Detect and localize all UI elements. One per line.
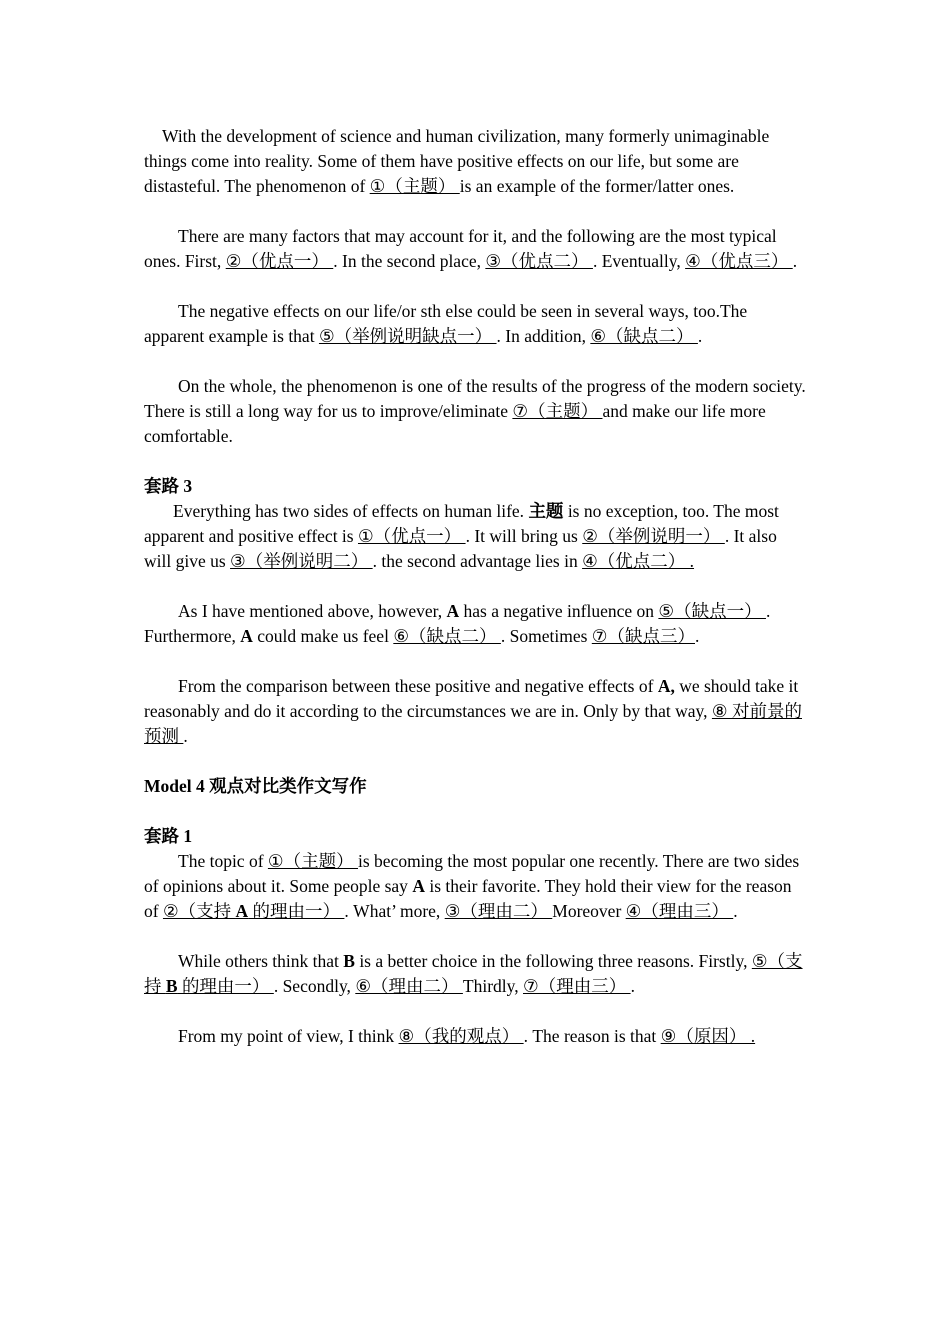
text-run: is a better choice in the following three reasons. Firstly, (354, 951, 752, 971)
blank-advantage-1: ①（优点一） (357, 526, 466, 546)
blank-reason-a-1 (163, 901, 344, 921)
text-run: . In the second place, (333, 251, 486, 271)
document-page (144, 124, 808, 1049)
text-run: . (695, 626, 700, 646)
text-run: From the comparison between these positive and negative effects of (178, 676, 658, 696)
text-run: and make our life more comfortable. (144, 401, 766, 446)
blank-reason-2: ⑥（理由二） (355, 976, 463, 996)
blank-reason: ⑨（原因） . (660, 1026, 756, 1046)
blank-disadvantage-3: ⑦（缺点三） (591, 626, 695, 646)
text-run: . Secondly, (273, 976, 356, 996)
blank-disadvantage-2: ⑥（缺点二） (590, 326, 698, 346)
bold-term: B (343, 951, 355, 971)
text-run: Everything has two sides of effects on human life. (173, 501, 529, 521)
text-run: ⑤（支持 (144, 951, 803, 996)
two-sides-paragraph (144, 499, 808, 574)
blank-disadvantage-2: ⑥（缺点二） (393, 626, 501, 646)
text-run: While others think that (178, 951, 344, 971)
comparison-paragraph (144, 674, 808, 749)
blank-disadvantage-1: ⑤（举例说明缺点一） (318, 326, 497, 346)
advantages-paragraph (144, 224, 808, 274)
bold-term: 主题 (528, 501, 564, 521)
blank-topic: ①（主题） (267, 851, 358, 871)
text-run: From my point of view, I think (178, 1026, 399, 1046)
other-opinion-paragraph (144, 949, 808, 999)
blank-reason-3: ⑦（理由三） (523, 976, 631, 996)
conclusion-paragraph (144, 374, 808, 449)
text-run: The negative effects on our life/or sth else could be seen in several ways, too.The apparent example is that (144, 301, 748, 346)
text-run: . (792, 251, 798, 271)
topic-opinions-paragraph (144, 849, 808, 924)
section-heading-model-4: Model 4 观点对比类作文写作 (144, 776, 367, 796)
text-run: 的理由一） (177, 976, 274, 996)
blank-topic: ⑦（主题） (512, 401, 603, 421)
text-run: 的理由一） (248, 901, 345, 921)
bold-term: A (412, 876, 425, 896)
blank-example-1: ②（举例说明一） (582, 526, 725, 546)
text-run: Moreover (552, 901, 626, 921)
text-run: is becoming the most popular one recently. There are two sides of opinions about it. Some people say (144, 851, 800, 896)
text-run: . In addition, (496, 326, 591, 346)
text-run: is no exception, too. The most apparent and positive effect is (144, 501, 779, 546)
negative-effects-paragraph (144, 299, 808, 349)
blank-example-2: ③（举例说明二） (230, 551, 373, 571)
bold-term: A, (657, 676, 675, 696)
my-view-paragraph (144, 1024, 808, 1049)
blank-prospect: ⑧ 对前景的预测 (144, 701, 802, 746)
text-run: is their favorite. They hold their view for the reason of (144, 876, 792, 921)
text-run: The topic of (178, 851, 268, 871)
bold-term: B (165, 976, 178, 996)
text-run: . The reason is that (523, 1026, 661, 1046)
text-run: . (697, 326, 703, 346)
text-run: On the whole, the phenomenon is one of the results of the progress of the modern society. There is still a long way for us to improve/eliminate (144, 376, 806, 421)
text-run: . It also will give us (144, 526, 777, 571)
blank-my-opinion: ⑧（我的观点） (398, 1026, 524, 1046)
text-run: . What’ more, (344, 901, 445, 921)
text-run: we should take it reasonably and do it according to the circumstances we are in. Only by that way, (144, 676, 799, 721)
section-heading-taolu-3: 套路 3 (144, 476, 193, 496)
negative-influence-paragraph (144, 599, 808, 649)
text-run: . Sometimes (500, 626, 592, 646)
blank-advantage-2: ③（优点二） (485, 251, 593, 271)
text-run: . (183, 726, 188, 746)
blank-advantage-2: ④（优点二） . (582, 551, 695, 571)
text-run: is an example of the former/latter ones. (459, 176, 735, 196)
text-run: As I have mentioned above, however, (178, 601, 447, 621)
text-run: . (630, 976, 635, 996)
text-run: . It will bring us (465, 526, 583, 546)
intro-paragraph (144, 124, 808, 199)
text-run: Thirdly, (462, 976, 523, 996)
bold-term: A (235, 901, 249, 921)
text-run: ②（支持 (162, 901, 236, 921)
blank-advantage-1: ②（优点一） (225, 251, 334, 271)
blank-disadvantage-1: ⑤（缺点一） (658, 601, 766, 621)
text-run: could make us feel (252, 626, 394, 646)
text-run: has a negative influence on (459, 601, 659, 621)
blank-advantage-3: ④（优点三） (685, 251, 793, 271)
text-run: With the development of science and human civilization, many formerly unimaginable things come into reality. Some of them have positive effects on our life, but some are distasteful. The phenomenon of (144, 126, 770, 196)
text-run: . the second advantage lies in (372, 551, 583, 571)
text-run: . (733, 901, 738, 921)
blank-topic: ①（主题） (369, 176, 460, 196)
text-run: . Furthermore, (144, 601, 771, 646)
blank-reason-3: ④（理由三） (625, 901, 734, 921)
text-run: There are many factors that may account for it, and the following are the most typical ones. First, (144, 226, 777, 271)
section-heading-taolu-1: 套路 1 (144, 826, 193, 846)
blank-reason-2: ③（理由二） (444, 901, 553, 921)
bold-term: A (240, 626, 253, 646)
bold-term: A (446, 601, 460, 621)
text-run: . Eventually, (592, 251, 686, 271)
